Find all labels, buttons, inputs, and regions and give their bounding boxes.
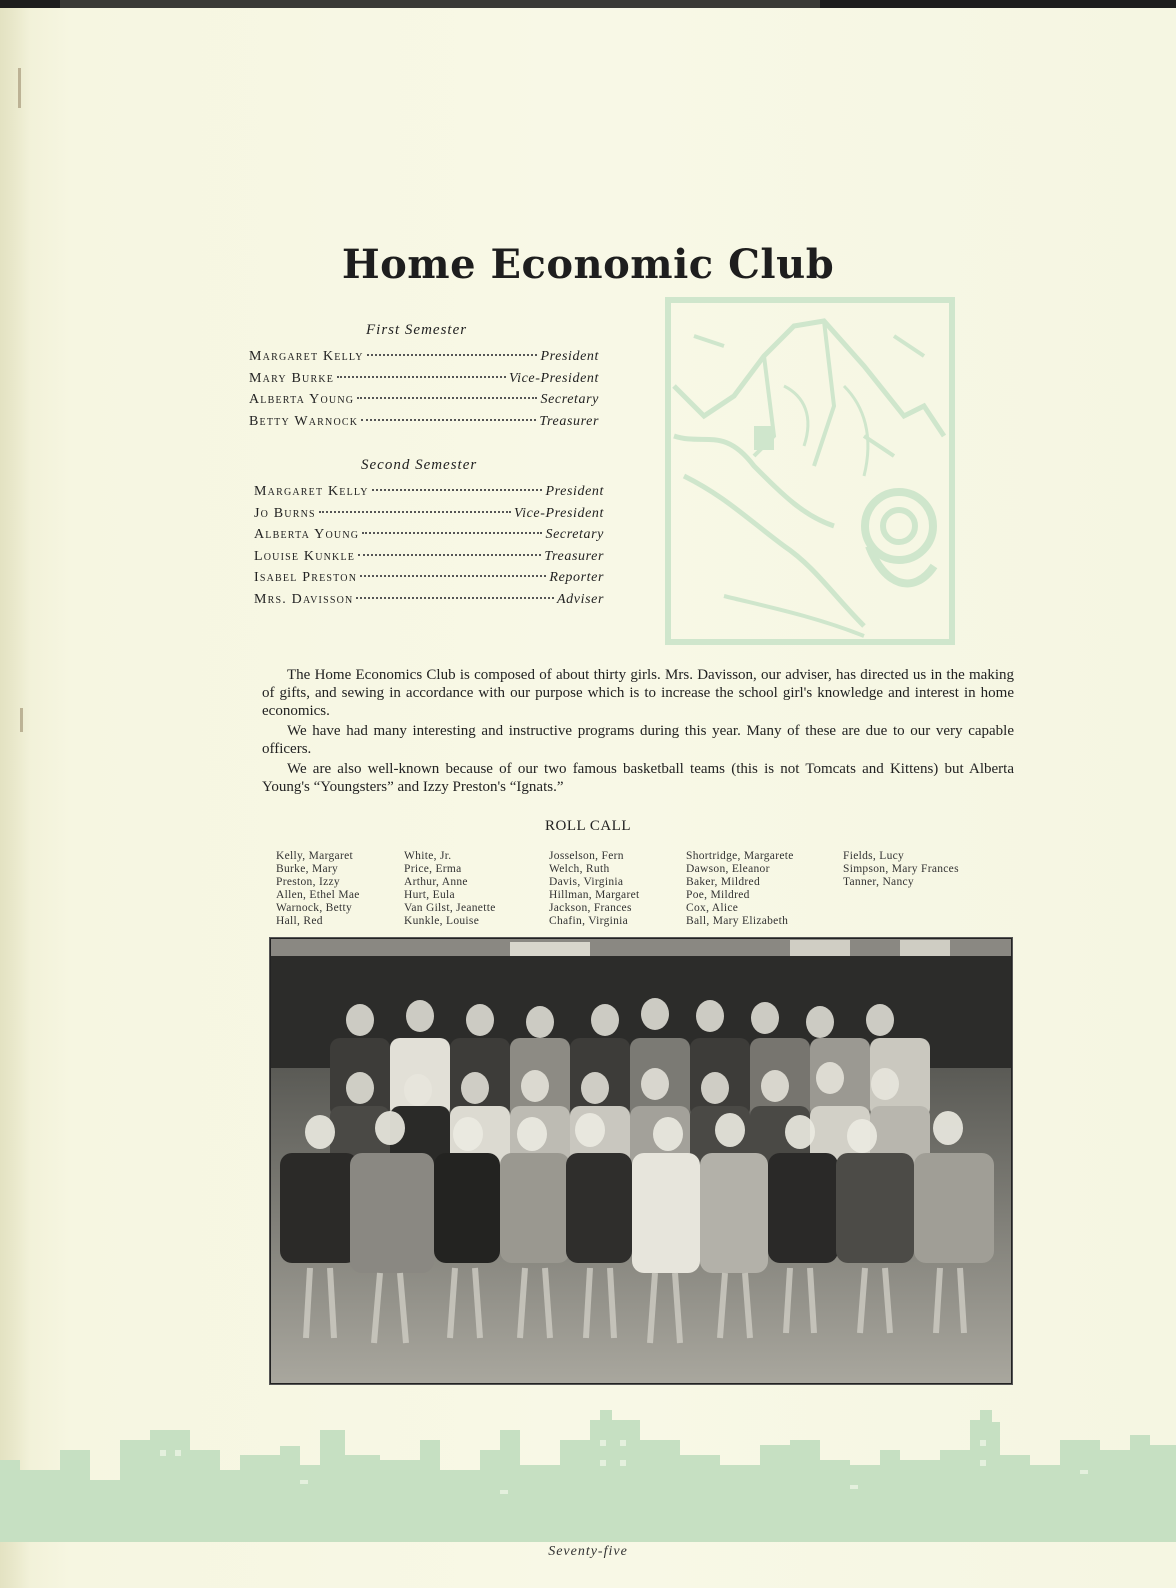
officer-row [249, 349, 599, 371]
paragraph: The Home Economics Club is composed of about thirty girls. Mrs. Davisson, our adviser, has directed us in the making of gifts, and sewing in accordance with our purpose which is to increase the school girl's knowledge and interest in home economics. [262, 667, 1014, 719]
officer-row [249, 392, 599, 414]
roll-call-heading: ROLL CALL [544, 818, 632, 834]
list-item: Arthur, Anne [404, 876, 468, 888]
list-item: Simpson, Mary Frances [843, 863, 959, 875]
list-item: Josselson, Fern [549, 850, 624, 862]
second-semester-officers [254, 484, 604, 613]
page-title: Home Economic Club [341, 240, 835, 288]
club-description [262, 666, 1014, 798]
city-skyline-decoration [0, 1410, 1176, 1542]
scan-top-edge [0, 0, 1176, 8]
list-item: Cox, Alice [686, 902, 739, 914]
house-drawing-decoration [664, 296, 958, 648]
officer-role: Secretary [540, 392, 599, 407]
officer-name: Louise Kunkle [254, 548, 356, 564]
list-item: Warnock, Betty [276, 902, 353, 914]
page-number: Seventy-five [548, 1544, 628, 1559]
roll-call-column [276, 850, 360, 928]
list-item: Welch, Ruth [549, 863, 610, 875]
officer-row [254, 549, 604, 571]
list-item: Van Gilst, Jeanette [404, 902, 496, 914]
group-photo [270, 938, 1012, 1384]
officer-row [254, 527, 604, 549]
binding-mark [20, 708, 23, 732]
list-item: White, Jr. [404, 850, 452, 862]
list-item: Hall, Red [276, 915, 323, 927]
list-item: Burke, Mary [276, 863, 339, 875]
list-item: Jackson, Frances [549, 902, 632, 914]
officer-row [254, 484, 604, 506]
list-item: Baker, Mildred [686, 876, 760, 888]
list-item: Shortridge, Margarete [686, 850, 794, 862]
list-item: Kelly, Margaret [276, 850, 353, 862]
first-semester-officers [249, 349, 599, 435]
paragraph: We are also well-known because of our two famous basketball teams (this is not Tomcats and Kittens) but Alberta Young's “Youngsters” and Izzy Preston's “Ignats.” [262, 761, 1014, 795]
list-item: Poe, Mildred [686, 889, 750, 901]
officer-name: Alberta Young [254, 527, 360, 542]
officer-role: Vice-President [513, 505, 604, 521]
officer-role: Vice-President [508, 370, 599, 386]
officer-row [249, 371, 599, 393]
officer-row [254, 506, 604, 528]
list-item: Tanner, Nancy [843, 876, 914, 888]
officer-row [249, 414, 599, 436]
list-item: Davis, Virginia [549, 876, 624, 888]
roll-call-column [686, 850, 794, 928]
first-semester-heading: First Semester [366, 322, 468, 338]
list-item: Fields, Lucy [843, 850, 905, 862]
officer-row [254, 592, 604, 614]
officer-name: Mrs. Davisson [254, 591, 354, 607]
roll-call-column [404, 850, 496, 928]
list-item: Kunkle, Louise [404, 915, 480, 927]
officer-name: Margaret Kelly [254, 484, 369, 499]
officer-row [254, 570, 604, 592]
list-item: Dawson, Eleanor [686, 863, 770, 875]
officer-name: Mary Burke [249, 370, 335, 386]
list-item: Preston, Izzy [276, 876, 340, 888]
list-item: Hurt, Eula [404, 889, 455, 901]
list-item: Allen, Ethel Mae [276, 889, 360, 901]
officer-role: Adviser [557, 591, 604, 607]
list-item: Chafin, Virginia [549, 915, 629, 927]
paragraph: We have had many interesting and instructive programs during this year. Many of these are due to our very capable officers. [262, 723, 1014, 757]
officer-name: Alberta Young [249, 392, 355, 407]
second-semester-heading: Second Semester [361, 457, 478, 473]
officer-role: Treasurer [544, 548, 604, 564]
officer-role: Treasurer [539, 413, 599, 429]
officer-name: Isabel Preston [254, 570, 358, 585]
officer-role: President [545, 484, 604, 499]
roll-call-column [549, 850, 639, 928]
officer-role: Reporter [549, 570, 604, 585]
officer-name: Margaret Kelly [249, 349, 364, 364]
officer-role: President [540, 349, 599, 364]
list-item: Ball, Mary Elizabeth [686, 915, 789, 927]
binding-mark [18, 68, 21, 108]
officer-name: Jo Burns [254, 505, 316, 521]
officer-role: Secretary [545, 527, 604, 542]
list-item: Price, Erma [404, 863, 462, 875]
officer-name: Betty Warnock [249, 413, 359, 429]
roll-call-column [843, 850, 959, 889]
list-item: Hillman, Margaret [549, 889, 640, 901]
